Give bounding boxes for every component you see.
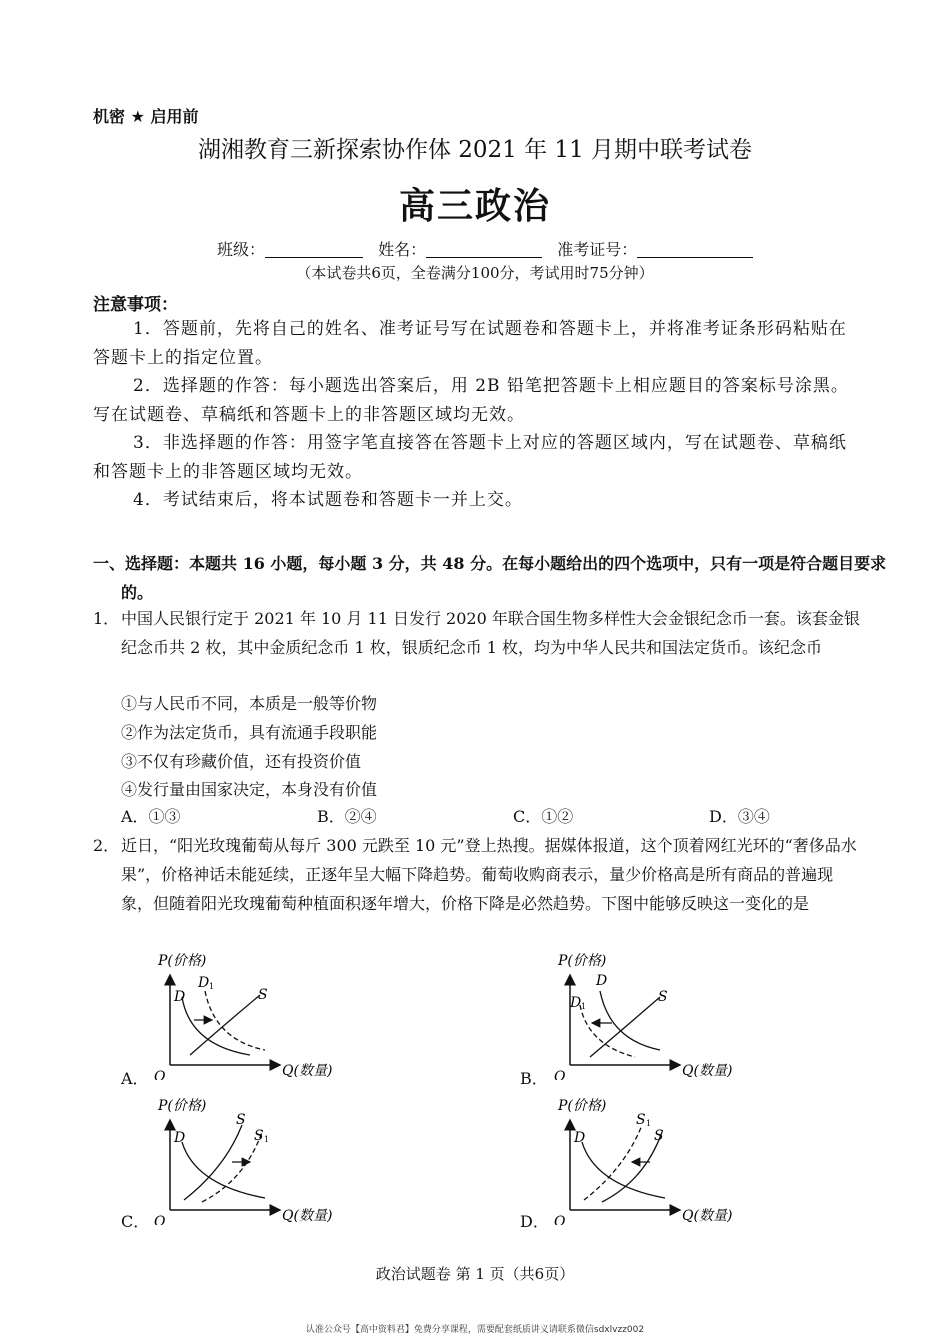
question-2 xyxy=(93,831,863,918)
graph-a-y-axis: P(价格) xyxy=(158,953,207,969)
graph-a-label[interactable]: A． xyxy=(121,1069,149,1088)
q1-statement-2: ②作为法定货币，具有流通手段职能 xyxy=(121,723,378,742)
subject-title: 高三政治 xyxy=(398,186,551,227)
q1-choice-a[interactable]: A．①③ xyxy=(121,807,181,826)
name-label: 姓名： xyxy=(378,240,427,259)
notice-title: 注意事项： xyxy=(93,295,178,315)
graph-c-s1: S xyxy=(254,1128,264,1144)
question-1-number: 1． xyxy=(93,609,120,628)
watermark-text: 认准公众号【高中资料君】免费分享课程，需要配套纸质讲义请联系微信sdxlvzz002 xyxy=(305,1325,645,1335)
graph-d-origin: O xyxy=(554,1214,566,1225)
graph-c-y-axis: P(价格) xyxy=(158,1098,207,1114)
graph-d-s: S xyxy=(654,1128,664,1144)
class-label: 班级： xyxy=(217,240,266,259)
exam-number-blank[interactable] xyxy=(637,241,753,258)
question-2-stem: 近日，“阳光玫瑰葡萄从每斤 300 元跌至 10 元”登上热搜。据媒体报道，这个顶着网红光环的“奢侈品水果”，价格神话未能延续，正逐年呈大幅下降趋势。葡萄收购商表示，量少价格高是所有商品的普遍现象，但随着阳光玫瑰葡萄种植面积逐年增大，价格下降是必然趋势。下图中能够反映这一变化的是 xyxy=(121,836,857,913)
graph-d[interactable] xyxy=(550,1090,750,1225)
exam-info: （本试卷共6页，全卷满分100分，考试用时75分钟） xyxy=(296,264,654,282)
graph-d-s1-sub: 1 xyxy=(646,1119,652,1128)
graph-b-label[interactable]: B． xyxy=(520,1069,548,1088)
question-2-number: 2． xyxy=(93,836,120,855)
graph-a-s: S xyxy=(258,987,268,1003)
q1-statement-3: ③不仅有珍藏价值，还有投资价值 xyxy=(121,752,362,771)
graph-a-x-axis: Q(数量) xyxy=(282,1063,333,1079)
graph-d-s1: S xyxy=(636,1112,646,1128)
q1-statement-1: ①与人民币不同，本质是一般等价物 xyxy=(121,694,378,713)
graph-d-d: D xyxy=(574,1130,586,1146)
q1-choice-d[interactable]: D．③④ xyxy=(709,807,770,826)
graph-d-x-axis: Q(数量) xyxy=(682,1208,733,1224)
graph-b-s: S xyxy=(658,989,668,1005)
q1-statement-4: ④发行量由国家决定，本身没有价值 xyxy=(121,780,378,799)
page-footer: 政治试题卷 第 1 页（共6页） xyxy=(375,1265,575,1283)
graph-c-s: S xyxy=(236,1112,246,1128)
graph-b-origin: O xyxy=(554,1069,566,1080)
q1-choice-b[interactable]: B．②④ xyxy=(317,807,377,826)
graph-a-origin: O xyxy=(154,1069,166,1080)
graph-b-d: D xyxy=(596,973,608,989)
name-blank[interactable] xyxy=(426,241,542,258)
notice-item-4: 4．考试结束后，将本试题卷和答题卡一并上交。 xyxy=(133,490,523,510)
notice-item-2: 2．选择题的作答：每小题选出答案后，用 2B 铅笔把答题卡上相应题目的答案标号涂黑。写在试题卷、草稿纸和答题卡上的非答题区域均无效。 xyxy=(93,376,849,425)
graph-d-label[interactable]: D． xyxy=(520,1212,549,1231)
class-blank[interactable] xyxy=(265,241,363,258)
graph-b-d1-sub: 1 xyxy=(581,1002,587,1011)
graph-a-d1-sub: 1 xyxy=(209,982,215,991)
graph-a[interactable] xyxy=(150,945,350,1080)
graph-d-y-axis: P(价格) xyxy=(558,1098,607,1114)
question-1-stem: 中国人民银行定于 2021 年 10 月 11 日发行 2020 年联合国生物多样性大会金银纪念币一套。该套金银纪念币共 2 枚，其中金质纪念币 1 枚，银质纪念币 1 枚，均为中华人民共和国法定货币。该纪念币 xyxy=(121,609,860,657)
graph-c-s1-sub: 1 xyxy=(264,1135,270,1144)
exam-number-label: 准考证号： xyxy=(557,240,638,259)
graph-a-d: D xyxy=(174,989,186,1005)
q1-choice-c[interactable]: C．①② xyxy=(513,807,574,826)
graph-b[interactable] xyxy=(550,945,750,1080)
graph-c-x-axis: Q(数量) xyxy=(282,1208,333,1224)
graph-b-y-axis: P(价格) xyxy=(558,953,607,969)
graph-c-origin: O xyxy=(154,1214,166,1225)
section-heading: 一、选择题：本题共 16 小题，每小题 3 分，共 48 分。在每小题给出的四个选项中，只有一项是符合题目要求的。 xyxy=(93,554,887,602)
q1-choices xyxy=(121,804,841,827)
graph-c-d: D xyxy=(174,1130,186,1146)
graph-c[interactable] xyxy=(150,1090,350,1225)
exam-title: 湖湘教育三新探索协作体 2021 年 11 月期中联考试卷 xyxy=(197,137,753,163)
graph-a-d1: D xyxy=(198,975,210,991)
confidential-mark: 机密 ★ 启用前 xyxy=(93,107,199,126)
notice-item-3: 3．非选择题的作答：用签字笔直接答在答题卡上对应的答题区域内，写在试题卷、草稿纸和答题卡上的非答题区域均无效。 xyxy=(93,433,847,482)
notice-item-1: 1．答题前，先将自己的姓名、准考证号写在试题卷和答题卡上，并将准考证条形码粘贴在答题卡上的指定位置。 xyxy=(93,319,847,368)
graph-b-x-axis: Q(数量) xyxy=(682,1063,733,1079)
graph-c-label[interactable]: C． xyxy=(121,1212,150,1231)
question-1 xyxy=(93,604,863,662)
graph-b-d1: D xyxy=(570,995,582,1011)
student-info-fields xyxy=(217,237,763,260)
